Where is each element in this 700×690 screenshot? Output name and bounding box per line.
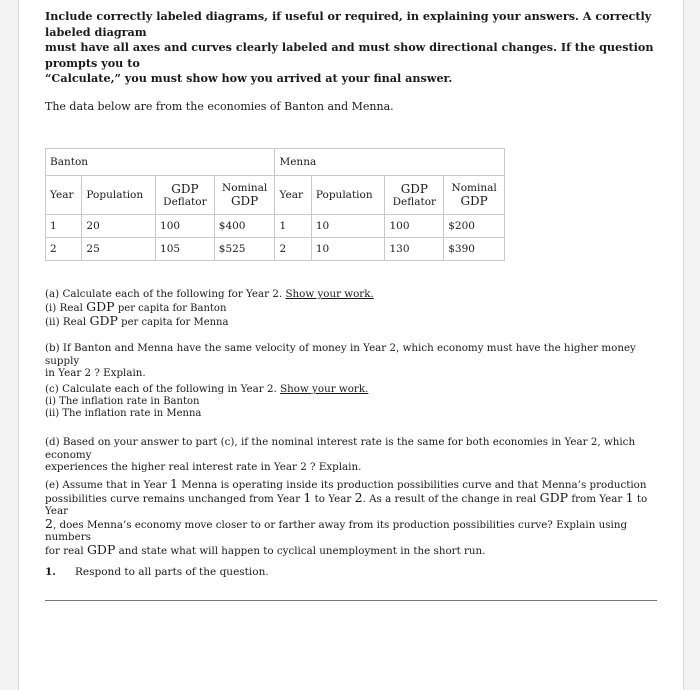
question-b: [45, 342, 657, 380]
gdp-term: GDP: [86, 541, 116, 557]
banton-deflator-cell: 100: [156, 215, 215, 238]
question-c-show-work: Show your work.: [280, 383, 369, 395]
document-page: [18, 0, 684, 690]
question-e-text: (e) Assume that in Year: [45, 479, 167, 491]
year-number: 1: [625, 489, 634, 505]
question-d: [45, 436, 657, 474]
question-e: [45, 478, 657, 557]
banton-nominal-cell: $525: [214, 238, 275, 261]
column-header-row: [46, 176, 505, 215]
col-gdp-deflator-bottom: Deflator: [392, 196, 437, 208]
year-number: 1: [303, 489, 312, 505]
col-population: Population: [311, 176, 385, 215]
menna-deflator-cell: 100: [385, 215, 444, 238]
menna-deflator-cell: 130: [385, 238, 444, 261]
question-a-i-label: (i) Real: [45, 301, 83, 314]
col-nominal-gdp-top: Nominal: [222, 182, 268, 194]
menna-year-cell: 1: [275, 215, 311, 238]
col-gdp-deflator-bottom: Deflator: [163, 196, 207, 208]
banton-population-cell: 25: [82, 238, 156, 261]
banton-label: Banton: [46, 149, 275, 176]
banton-nominal-cell: $400: [214, 215, 275, 238]
year-number: 2: [45, 515, 53, 531]
year-number: 2: [354, 489, 363, 505]
respond-text: Respond to all parts of the question.: [75, 566, 269, 578]
banton-deflator-cell: 105: [156, 238, 215, 261]
table-header-row: [46, 149, 505, 176]
question-e-text: for real: [45, 544, 84, 557]
question-e-text: to Year: [45, 492, 648, 517]
question-a-ii-label: (ii) Real: [45, 316, 87, 328]
banton-year-cell: 1: [46, 215, 82, 238]
question-e-text: from Year: [571, 492, 623, 505]
col-gdp-deflator-top: GDP: [171, 182, 199, 196]
instructions-line-1: Include correctly labeled diagrams, if useful or required, in explaining your answers. A correctly labeled diagram: [45, 9, 652, 39]
question-e-text: to Year: [314, 492, 352, 505]
banton-population-cell: 20: [82, 215, 156, 238]
menna-label: Menna: [275, 149, 505, 176]
gdp-term: GDP: [89, 313, 118, 328]
col-nominal-gdp-top: Nominal: [451, 182, 497, 194]
col-year: Year: [46, 176, 82, 215]
col-nominal-gdp: [214, 176, 275, 215]
question-a-i-text: per capita for Banton: [117, 302, 227, 314]
question-d-line-1: (d) Based on your answer to part (c), if the nominal interest rate is the same for both economies in Year 2, which economy: [45, 436, 636, 461]
col-gdp-deflator: [385, 176, 444, 215]
data-intro: The data below are from the economies of Banton and Menna.: [45, 100, 394, 113]
answer-divider: [45, 600, 657, 601]
col-nominal-gdp: [444, 176, 505, 215]
question-c: [45, 383, 657, 421]
menna-nominal-cell: $200: [444, 215, 505, 238]
question-d-line-2: experiences the higher real interest rate in Year 2 ? Explain.: [45, 461, 362, 473]
year-number: 1: [170, 476, 178, 491]
menna-population-cell: 10: [311, 238, 385, 261]
col-nominal-gdp-bottom: GDP: [460, 194, 488, 208]
col-year: Year: [275, 176, 311, 215]
menna-year-cell: 2: [275, 238, 311, 261]
instructions-line-2: must have all axes and curves clearly labeled and must show directional changes. If the question prompts you to: [45, 40, 654, 70]
question-number: 1.: [45, 566, 56, 578]
question-a-show-work: Show your work.: [285, 288, 374, 300]
col-nominal-gdp-bottom: GDP: [230, 194, 259, 208]
question-c-ii: (ii) The inflation rate in Menna: [45, 408, 202, 419]
question-c-i: (i) The inflation rate in Banton: [45, 395, 200, 407]
table-row: [46, 238, 505, 261]
question-b-line-2: in Year 2 ? Explain.: [45, 367, 146, 379]
menna-population-cell: 10: [311, 215, 385, 238]
economy-data-table: [45, 148, 505, 261]
table-row: [46, 215, 505, 238]
question-e-text: Menna is operating inside its production possibilities curve and that Menna’s production: [181, 479, 647, 491]
gdp-term: GDP: [86, 298, 115, 314]
question-a: [45, 288, 657, 330]
question-b-line-1: (b) If Banton and Menna have the same velocity of money in Year 2, which economy must have the higher money supply: [45, 342, 636, 367]
instructions: [45, 9, 657, 87]
question-e-text: possibilities curve remains unchanged from Year: [45, 492, 301, 505]
question-a-ii-text: per capita for Menna: [121, 317, 229, 328]
col-population: Population: [82, 176, 156, 215]
question-c-stem: (c) Calculate each of the following in Year 2.: [45, 383, 277, 395]
instructions-line-3: “Calculate,” you must show how you arrived at your final answer.: [45, 71, 453, 85]
question-e-text: and state what will happen to cyclical unemployment in the short run.: [118, 544, 486, 557]
gdp-term: GDP: [539, 489, 569, 505]
question-e-text: , does Menna’s economy move closer to or farther away from its production possibilities curve? Explain using numbers: [45, 518, 628, 543]
question-a-stem: (a) Calculate each of the following for Year 2.: [45, 288, 283, 300]
question-e-text: . As a result of the change in real: [362, 492, 537, 505]
col-gdp-deflator-top: GDP: [400, 182, 428, 196]
banton-year-cell: 2: [46, 238, 82, 261]
menna-nominal-cell: $390: [444, 238, 505, 261]
respond-instruction: [45, 566, 269, 578]
col-gdp-deflator: [156, 176, 215, 215]
